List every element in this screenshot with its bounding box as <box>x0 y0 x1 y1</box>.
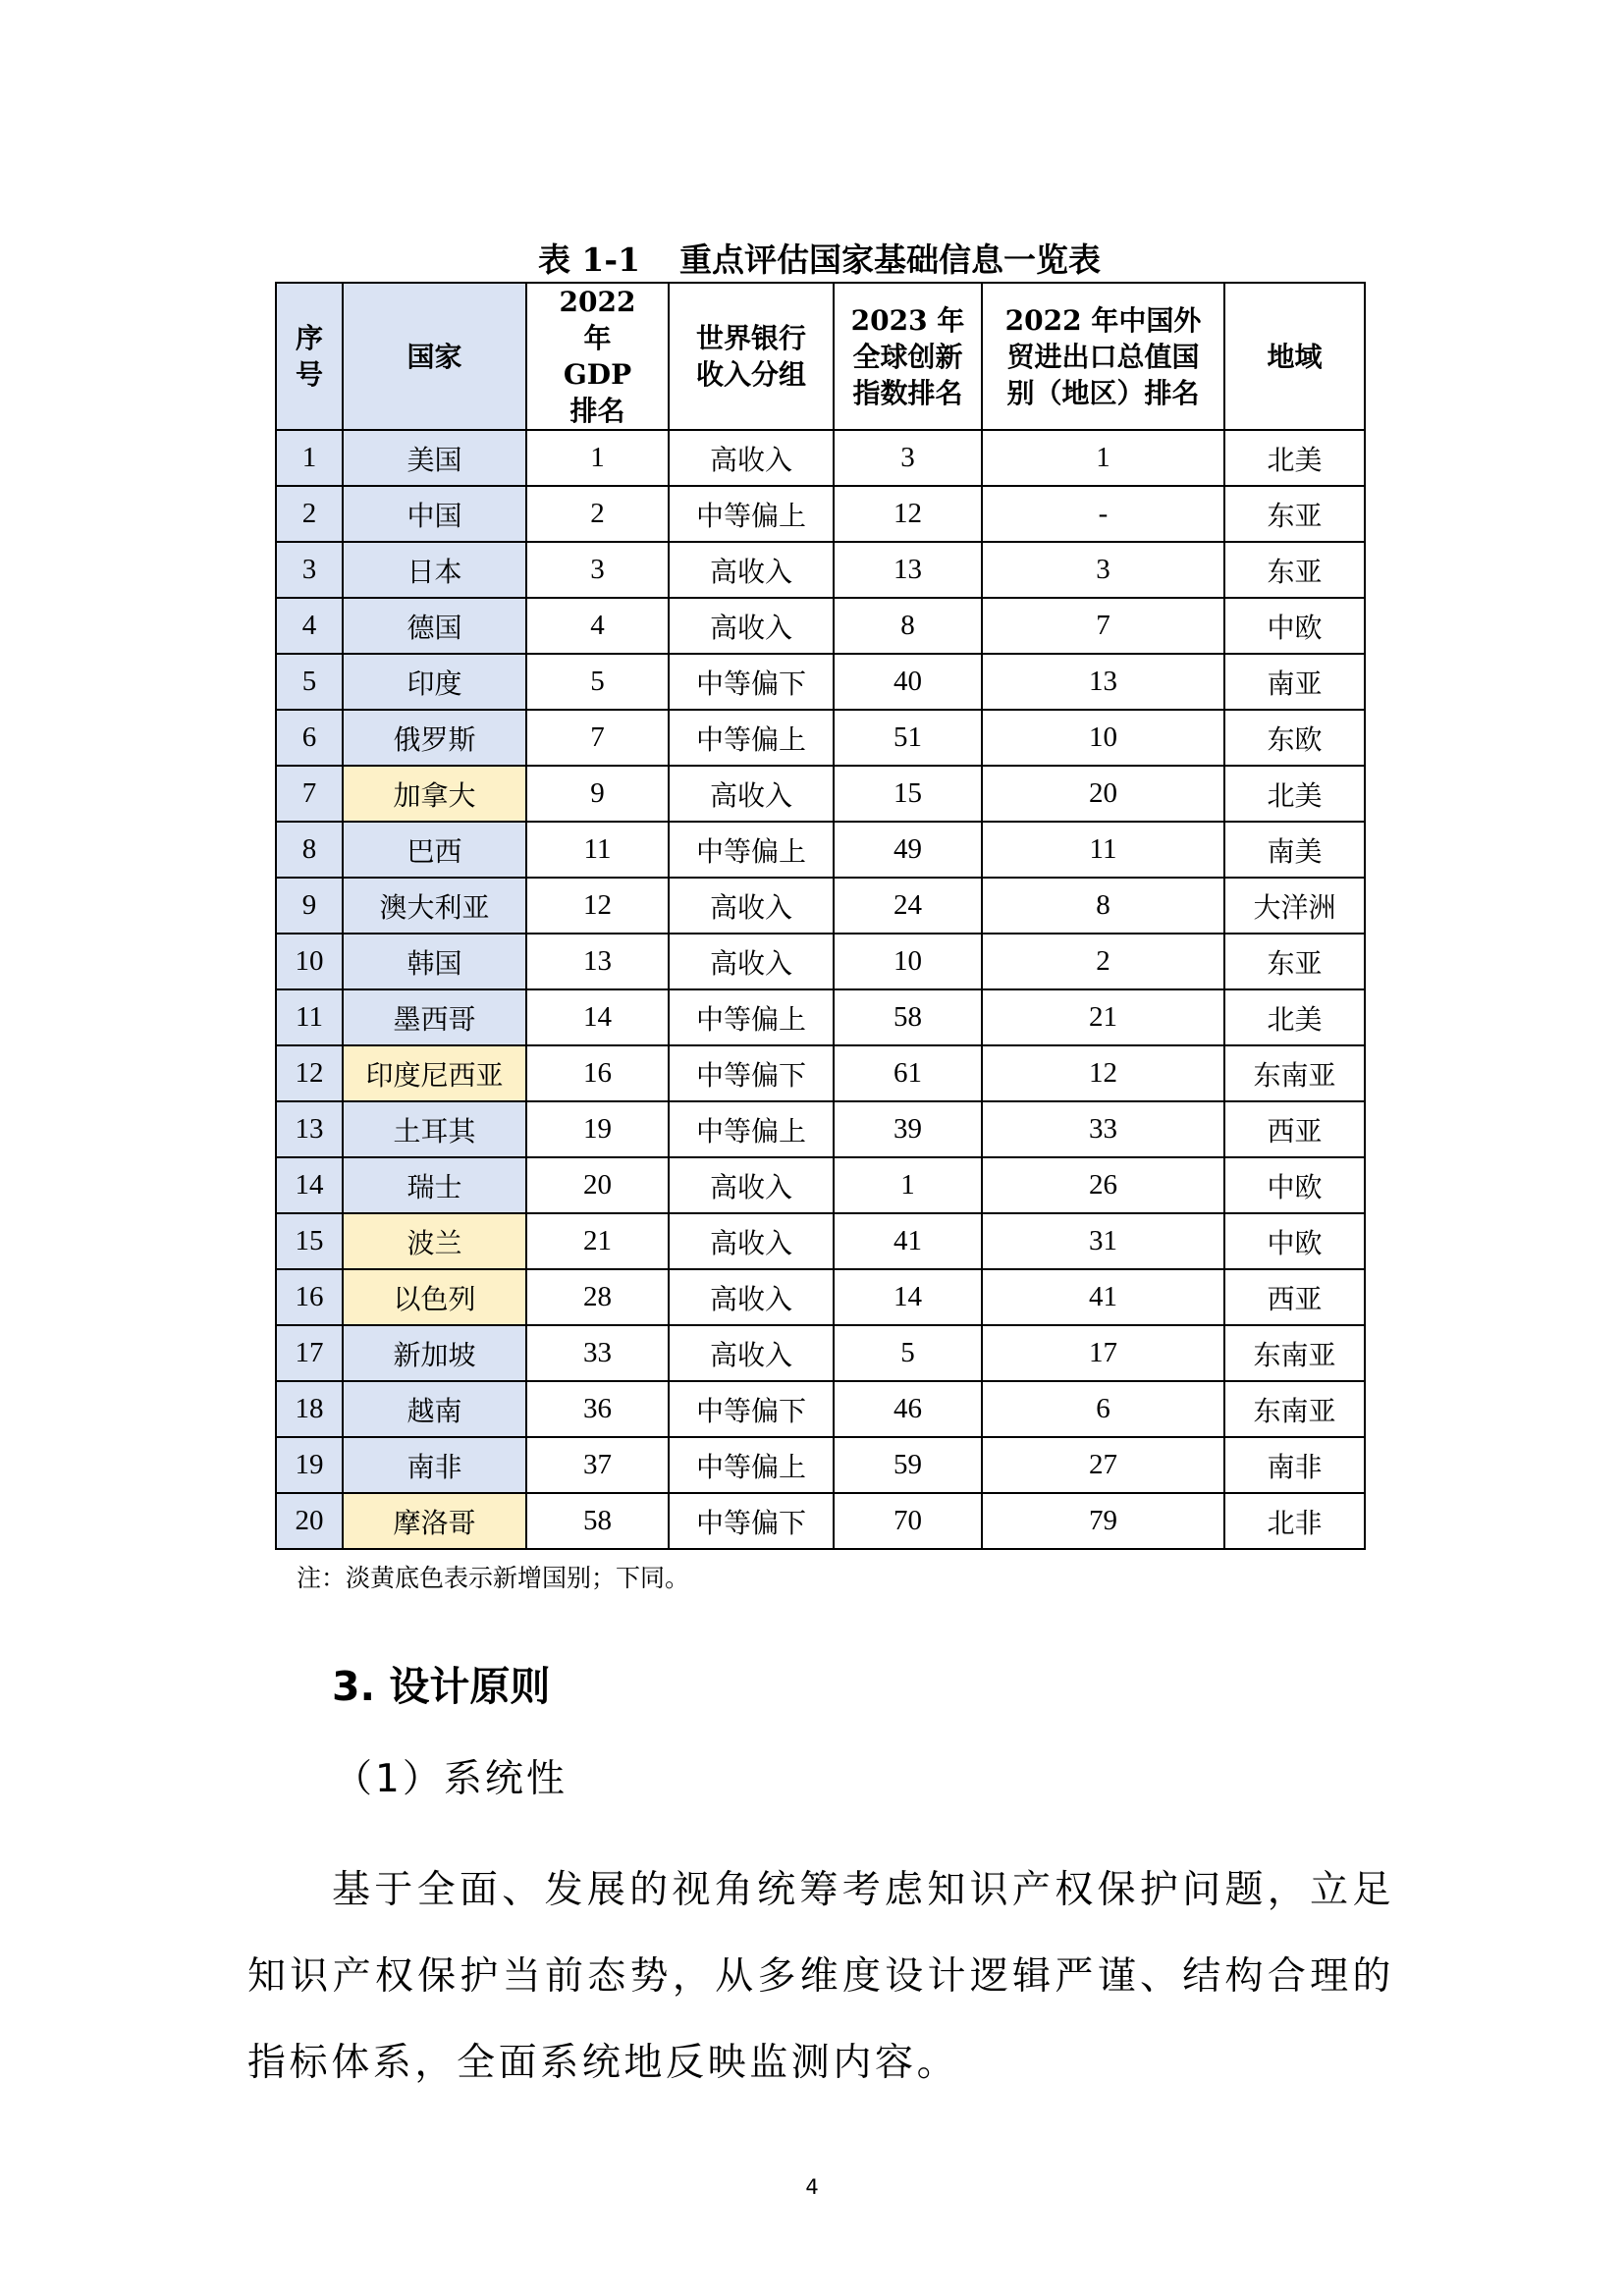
cell-income: 高收入 <box>669 766 834 822</box>
cell-region: 东南亚 <box>1224 1381 1365 1437</box>
cell-seq: 5 <box>276 654 343 710</box>
cell-region: 东欧 <box>1224 710 1365 766</box>
cell-innovation: 10 <box>834 934 982 989</box>
cell-region: 大洋洲 <box>1224 878 1365 934</box>
table-header-row <box>276 283 1365 430</box>
cell-region: 东亚 <box>1224 934 1365 989</box>
cell-trade: 11 <box>982 822 1224 878</box>
table-row <box>276 1381 1365 1437</box>
table-caption-label: 表 1-1 <box>537 240 641 279</box>
cell-country: 印度 <box>343 654 526 710</box>
cell-seq: 10 <box>276 934 343 989</box>
cell-region: 北美 <box>1224 989 1365 1045</box>
table-row <box>276 430 1365 486</box>
cell-seq: 15 <box>276 1213 343 1269</box>
cell-income: 中等偏下 <box>669 1381 834 1437</box>
cell-income: 中等偏下 <box>669 1045 834 1101</box>
country-info-table <box>275 282 1366 1550</box>
cell-region: 东南亚 <box>1224 1325 1365 1381</box>
cell-country: 土耳其 <box>343 1101 526 1157</box>
cell-country: 德国 <box>343 598 526 654</box>
cell-region: 南非 <box>1224 1437 1365 1493</box>
cell-region: 北美 <box>1224 766 1365 822</box>
cell-gdp: 2 <box>526 486 669 542</box>
header-trade: 2022 年中国外贸进出口总值国别（地区）排名 <box>982 283 1224 430</box>
cell-region: 中欧 <box>1224 598 1365 654</box>
cell-region: 北美 <box>1224 430 1365 486</box>
table-caption-title: 重点评估国家基础信息一览表 <box>679 240 1102 279</box>
cell-gdp: 5 <box>526 654 669 710</box>
cell-income: 高收入 <box>669 1325 834 1381</box>
cell-income: 高收入 <box>669 598 834 654</box>
cell-innovation: 1 <box>834 1157 982 1213</box>
table-body <box>276 430 1365 1549</box>
cell-income: 中等偏下 <box>669 654 834 710</box>
cell-seq: 3 <box>276 542 343 598</box>
header-income: 世界银行收入分组 <box>669 283 834 430</box>
header-seq: 序号 <box>276 283 343 430</box>
cell-region: 南美 <box>1224 822 1365 878</box>
page-number: 4 <box>805 2175 819 2199</box>
cell-country: 日本 <box>343 542 526 598</box>
table-note: 注：淡黄底色表示新增国别；下同。 <box>297 1564 690 1592</box>
cell-country: 印度尼西亚 <box>343 1045 526 1101</box>
cell-gdp: 20 <box>526 1157 669 1213</box>
cell-region: 西亚 <box>1224 1101 1365 1157</box>
cell-income: 中等偏上 <box>669 822 834 878</box>
cell-income: 中等偏上 <box>669 1437 834 1493</box>
table-row <box>276 1269 1365 1325</box>
cell-seq: 7 <box>276 766 343 822</box>
cell-innovation: 39 <box>834 1101 982 1157</box>
cell-income: 中等偏上 <box>669 710 834 766</box>
cell-country: 新加坡 <box>343 1325 526 1381</box>
header-country: 国家 <box>343 283 526 430</box>
table-row <box>276 1101 1365 1157</box>
cell-country: 美国 <box>343 430 526 486</box>
cell-seq: 4 <box>276 598 343 654</box>
cell-innovation: 3 <box>834 430 982 486</box>
cell-region: 东亚 <box>1224 542 1365 598</box>
table-row <box>276 1213 1365 1269</box>
cell-gdp: 36 <box>526 1381 669 1437</box>
cell-innovation: 46 <box>834 1381 982 1437</box>
cell-trade: 6 <box>982 1381 1224 1437</box>
table-row <box>276 486 1365 542</box>
cell-seq: 11 <box>276 989 343 1045</box>
cell-innovation: 14 <box>834 1269 982 1325</box>
table-row <box>276 542 1365 598</box>
cell-trade: 13 <box>982 654 1224 710</box>
cell-seq: 13 <box>276 1101 343 1157</box>
cell-innovation: 51 <box>834 710 982 766</box>
cell-region: 东亚 <box>1224 486 1365 542</box>
table-row <box>276 1045 1365 1101</box>
table-row <box>276 598 1365 654</box>
cell-country: 越南 <box>343 1381 526 1437</box>
cell-gdp: 9 <box>526 766 669 822</box>
cell-income: 中等偏下 <box>669 1493 834 1549</box>
table-row <box>276 654 1365 710</box>
table-row <box>276 822 1365 878</box>
cell-income: 中等偏上 <box>669 1101 834 1157</box>
cell-country: 摩洛哥 <box>343 1493 526 1549</box>
cell-seq: 17 <box>276 1325 343 1381</box>
cell-gdp: 14 <box>526 989 669 1045</box>
cell-country: 韩国 <box>343 934 526 989</box>
cell-innovation: 41 <box>834 1213 982 1269</box>
header-region: 地域 <box>1224 283 1365 430</box>
header-gdp: 2022 年 GDP 排名 <box>526 283 669 430</box>
cell-income: 高收入 <box>669 1213 834 1269</box>
cell-seq: 14 <box>276 1157 343 1213</box>
cell-seq: 1 <box>276 430 343 486</box>
cell-trade: 33 <box>982 1101 1224 1157</box>
cell-gdp: 4 <box>526 598 669 654</box>
cell-income: 高收入 <box>669 934 834 989</box>
cell-region: 南亚 <box>1224 654 1365 710</box>
cell-innovation: 61 <box>834 1045 982 1101</box>
cell-trade: 41 <box>982 1269 1224 1325</box>
cell-country: 加拿大 <box>343 766 526 822</box>
section-heading: 3. 设计原则 <box>332 1663 551 1710</box>
cell-seq: 20 <box>276 1493 343 1549</box>
cell-seq: 16 <box>276 1269 343 1325</box>
table-row <box>276 878 1365 934</box>
cell-trade: 10 <box>982 710 1224 766</box>
section-subheading: （1）系统性 <box>334 1757 568 1801</box>
cell-seq: 18 <box>276 1381 343 1437</box>
cell-innovation: 70 <box>834 1493 982 1549</box>
cell-innovation: 13 <box>834 542 982 598</box>
cell-country: 南非 <box>343 1437 526 1493</box>
cell-trade: 3 <box>982 542 1224 598</box>
cell-trade: 79 <box>982 1493 1224 1549</box>
cell-region: 东南亚 <box>1224 1045 1365 1101</box>
cell-country: 中国 <box>343 486 526 542</box>
table-row <box>276 1493 1365 1549</box>
cell-income: 高收入 <box>669 1157 834 1213</box>
cell-seq: 2 <box>276 486 343 542</box>
cell-seq: 19 <box>276 1437 343 1493</box>
cell-country: 澳大利亚 <box>343 878 526 934</box>
table-row <box>276 1325 1365 1381</box>
table-caption <box>275 239 1364 282</box>
cell-gdp: 13 <box>526 934 669 989</box>
cell-seq: 12 <box>276 1045 343 1101</box>
section-paragraph: 基于全面、发展的视角统筹考虑知识产权保护问题，立足知识产权保护当前态势，从多维度设计逻辑严谨、结构合理的指标体系，全面系统地反映监测内容。 <box>247 1868 1394 2085</box>
cell-innovation: 15 <box>834 766 982 822</box>
cell-region: 中欧 <box>1224 1157 1365 1213</box>
cell-gdp: 21 <box>526 1213 669 1269</box>
table-row <box>276 934 1365 989</box>
cell-country: 瑞士 <box>343 1157 526 1213</box>
cell-region: 中欧 <box>1224 1213 1365 1269</box>
cell-gdp: 11 <box>526 822 669 878</box>
cell-gdp: 16 <box>526 1045 669 1101</box>
cell-gdp: 3 <box>526 542 669 598</box>
cell-innovation: 59 <box>834 1437 982 1493</box>
cell-trade: - <box>982 486 1224 542</box>
cell-region: 北非 <box>1224 1493 1365 1549</box>
cell-innovation: 24 <box>834 878 982 934</box>
cell-trade: 1 <box>982 430 1224 486</box>
cell-country: 巴西 <box>343 822 526 878</box>
cell-innovation: 12 <box>834 486 982 542</box>
cell-innovation: 58 <box>834 989 982 1045</box>
cell-trade: 21 <box>982 989 1224 1045</box>
cell-income: 中等偏上 <box>669 486 834 542</box>
cell-income: 高收入 <box>669 542 834 598</box>
cell-gdp: 37 <box>526 1437 669 1493</box>
cell-country: 波兰 <box>343 1213 526 1269</box>
cell-income: 高收入 <box>669 430 834 486</box>
cell-trade: 8 <box>982 878 1224 934</box>
cell-seq: 8 <box>276 822 343 878</box>
cell-country: 俄罗斯 <box>343 710 526 766</box>
cell-gdp: 7 <box>526 710 669 766</box>
cell-gdp: 19 <box>526 1101 669 1157</box>
cell-gdp: 1 <box>526 430 669 486</box>
cell-country: 墨西哥 <box>343 989 526 1045</box>
table-row <box>276 1157 1365 1213</box>
cell-trade: 7 <box>982 598 1224 654</box>
cell-seq: 6 <box>276 710 343 766</box>
table-row <box>276 710 1365 766</box>
cell-trade: 26 <box>982 1157 1224 1213</box>
cell-seq: 9 <box>276 878 343 934</box>
table-row <box>276 1437 1365 1493</box>
cell-innovation: 49 <box>834 822 982 878</box>
cell-trade: 20 <box>982 766 1224 822</box>
cell-gdp: 12 <box>526 878 669 934</box>
cell-trade: 12 <box>982 1045 1224 1101</box>
cell-income: 高收入 <box>669 878 834 934</box>
cell-trade: 27 <box>982 1437 1224 1493</box>
cell-gdp: 33 <box>526 1325 669 1381</box>
cell-income: 中等偏上 <box>669 989 834 1045</box>
cell-region: 西亚 <box>1224 1269 1365 1325</box>
cell-innovation: 40 <box>834 654 982 710</box>
cell-income: 高收入 <box>669 1269 834 1325</box>
table-row <box>276 766 1365 822</box>
cell-trade: 17 <box>982 1325 1224 1381</box>
cell-country: 以色列 <box>343 1269 526 1325</box>
table-row <box>276 989 1365 1045</box>
cell-innovation: 5 <box>834 1325 982 1381</box>
cell-gdp: 28 <box>526 1269 669 1325</box>
cell-gdp: 58 <box>526 1493 669 1549</box>
cell-trade: 2 <box>982 934 1224 989</box>
cell-innovation: 8 <box>834 598 982 654</box>
cell-trade: 31 <box>982 1213 1224 1269</box>
header-innovation: 2023 年全球创新指数排名 <box>834 283 982 430</box>
